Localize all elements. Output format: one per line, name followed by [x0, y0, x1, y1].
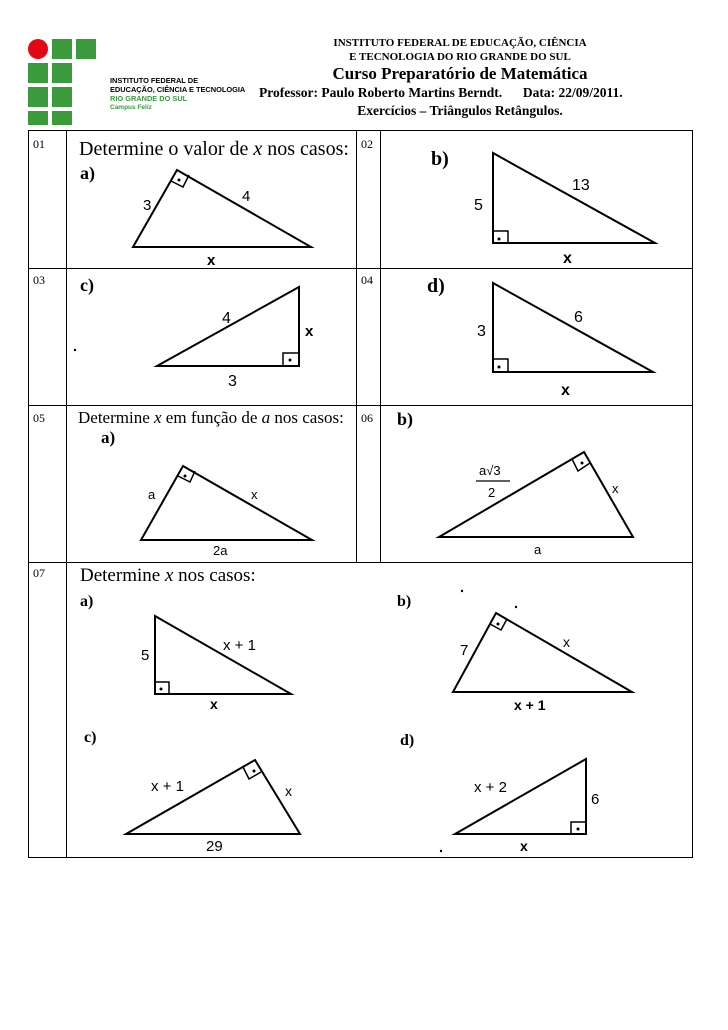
triangle-shape — [126, 760, 300, 834]
speck — [74, 349, 76, 351]
label-hypotenuse: x — [207, 252, 216, 269]
speck — [461, 590, 463, 592]
label-leg: 7 — [460, 642, 469, 659]
triangle-q07d — [440, 759, 600, 854]
label-leg: x + 1 — [151, 778, 184, 795]
label-hypotenuse: x + 1 — [514, 697, 546, 713]
right-angle-dot — [184, 475, 187, 478]
right-angle-dot — [581, 462, 584, 465]
triangle-q02 — [474, 153, 655, 267]
label-hypotenuse: 4 — [222, 310, 231, 327]
question-number: 07 — [33, 566, 45, 580]
triangle-q07c — [126, 760, 300, 855]
label-leg: a — [148, 487, 156, 502]
question-number: 06 — [361, 411, 373, 425]
item-letter: b) — [397, 409, 414, 429]
right-angle-mark — [243, 767, 261, 779]
label-hypotenuse: 2a — [213, 543, 228, 558]
right-angle-mark — [493, 359, 508, 372]
question-number: 02 — [361, 137, 373, 151]
label-hypotenuse: 13 — [572, 177, 590, 194]
triangle-q04 — [477, 283, 653, 399]
item-letter: c) — [80, 275, 94, 295]
item-letter: c) — [84, 729, 97, 746]
triangle-q07b — [453, 590, 632, 713]
label-fraction-numerator: a√3 — [479, 463, 501, 478]
label-leg: x — [612, 481, 619, 496]
right-angle-mark — [493, 231, 508, 243]
logo-line-2: EDUCAÇÃO, CIÊNCIA E TECNOLOGIA — [110, 85, 246, 94]
date: Data: 22/09/2011. — [522, 85, 623, 100]
table-grid — [29, 131, 693, 858]
item-letter: b) — [431, 148, 449, 170]
triangle-q07a — [141, 616, 291, 712]
triangle-shape — [141, 466, 312, 540]
item-letter: d) — [427, 275, 445, 297]
label-leg: 3 — [477, 323, 486, 340]
triangle-shape — [493, 283, 653, 372]
speck — [440, 850, 442, 852]
item-letter: b) — [397, 593, 412, 610]
label-leg: 4 — [242, 188, 251, 205]
label-leg: x — [285, 783, 292, 799]
logo-line-4: Campus Feliz — [110, 104, 152, 111]
triangle-shape — [455, 759, 586, 834]
question-number: 05 — [33, 411, 45, 425]
label-leg: x — [210, 696, 218, 712]
label-hypotenuse: a — [534, 542, 542, 557]
right-angle-dot — [498, 238, 501, 241]
right-angle-dot — [497, 623, 500, 626]
label-hypotenuse: x + 2 — [474, 779, 507, 796]
right-angle-mark — [178, 471, 195, 482]
right-angle-dot — [253, 770, 256, 773]
triangle-q01 — [133, 170, 311, 269]
question-prompt: Determine o valor de x nos casos: — [79, 138, 349, 160]
right-angle-dot — [289, 359, 292, 362]
triangle-shape — [453, 613, 632, 692]
question-number: 04 — [361, 273, 373, 287]
item-letter: a) — [101, 428, 116, 447]
triangle-q05 — [141, 466, 312, 558]
label-leg: 5 — [141, 647, 150, 664]
triangle-q06 — [439, 452, 633, 557]
question-prompt: Determine x nos casos: — [80, 565, 256, 586]
label-hypotenuse: 29 — [206, 838, 223, 855]
course-title: Curso Preparatório de Matemática — [332, 64, 588, 83]
triangle-shape — [439, 452, 633, 537]
institution-line-1: INSTITUTO FEDERAL DE EDUCAÇÃO, CIÊNCIA — [333, 37, 587, 49]
label-fraction-denominator: 2 — [488, 485, 496, 500]
label-hypotenuse: x + 1 — [223, 637, 256, 654]
table-border — [29, 131, 693, 858]
label-leg: 3 — [228, 373, 237, 390]
label-leg: x — [563, 634, 570, 650]
question-number: 03 — [33, 273, 45, 287]
item-letter: a) — [80, 163, 95, 183]
professor-name: Professor: Paulo Roberto Martins Berndt. — [259, 85, 503, 100]
label-leg: x — [520, 838, 528, 854]
right-angle-mark — [572, 459, 590, 471]
institution-line-2: E TECNOLOGIA DO RIO GRANDE DO SUL — [349, 51, 571, 63]
label-hypotenuse: 6 — [574, 309, 583, 326]
item-letter: d) — [400, 732, 415, 749]
right-angle-dot — [160, 688, 163, 691]
speck — [515, 606, 517, 608]
label-leg: x — [305, 323, 314, 340]
label-leg: 5 — [474, 197, 483, 214]
right-angle-dot — [178, 179, 181, 182]
question-prompt: Determine x em função de a nos casos: — [78, 408, 344, 427]
triangle-q03 — [74, 287, 314, 390]
label-leg: 3 — [143, 197, 152, 214]
triangle-shape — [493, 153, 655, 243]
label-leg: x — [561, 382, 570, 399]
label-leg: x — [251, 487, 258, 502]
label-leg: 6 — [591, 791, 600, 808]
subtitle: Exercícios – Triângulos Retângulos. — [357, 103, 563, 118]
right-angle-dot — [577, 828, 580, 831]
triangle-shape — [133, 170, 311, 247]
item-letter: a) — [80, 593, 94, 610]
right-angle-dot — [498, 366, 501, 369]
logo-line-1: INSTITUTO FEDERAL DE — [110, 76, 199, 85]
logo-line-3: RIO GRANDE DO SUL — [110, 94, 188, 103]
triangle-shape — [155, 616, 291, 694]
label-leg: x — [563, 250, 572, 267]
question-number: 01 — [33, 137, 45, 151]
